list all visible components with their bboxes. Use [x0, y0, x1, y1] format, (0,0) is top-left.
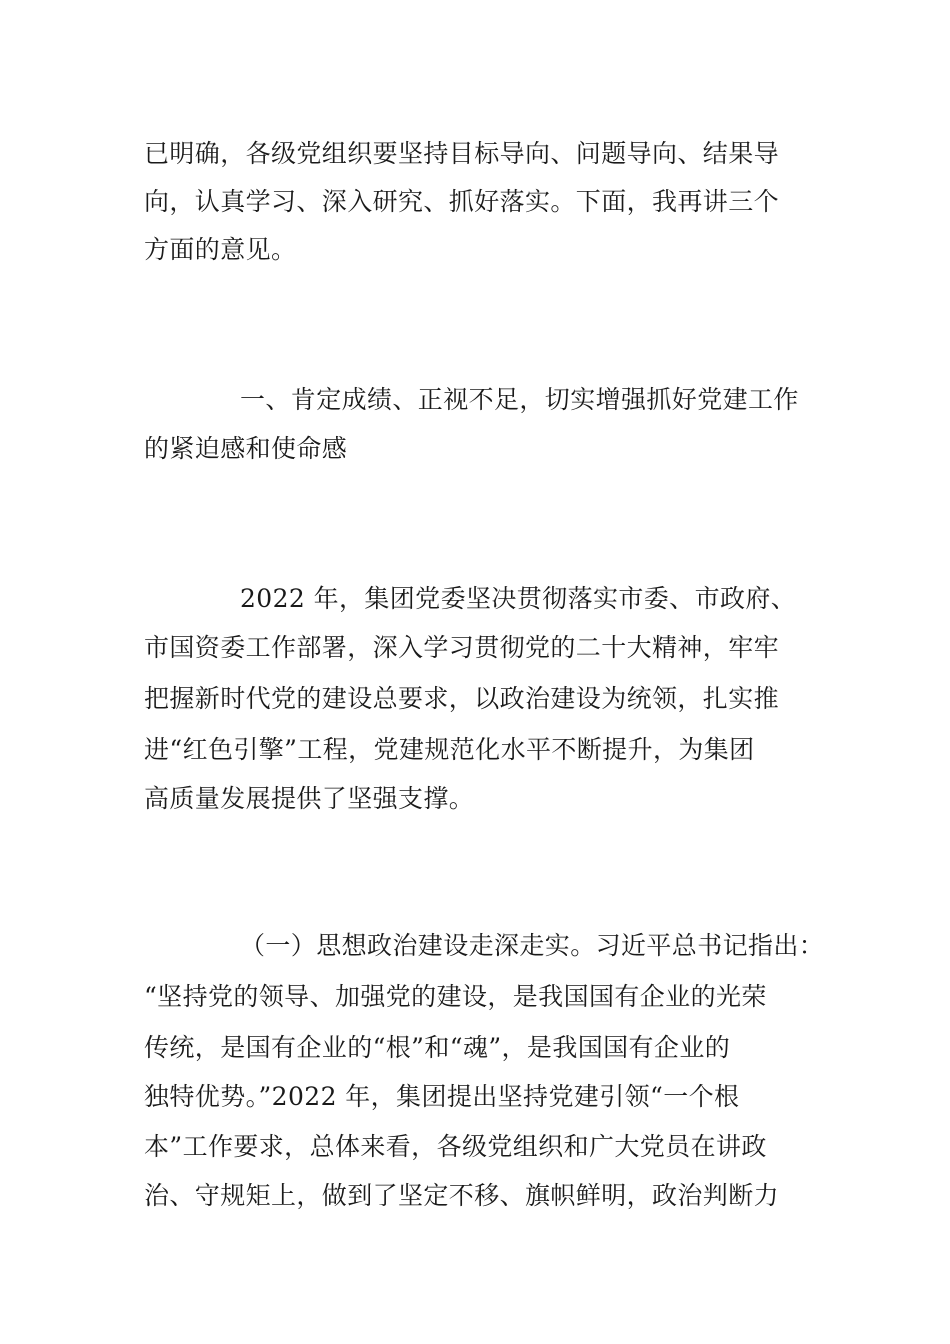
- text-line: （一）思想政治建设走深走实。习近平总书记指出：: [240, 931, 825, 960]
- heading-line: 的紧迫感和使命感: [144, 434, 348, 463]
- text-line: 方面的意见。: [144, 235, 297, 264]
- heading-line: 一、肯定成绩、正视不足，切实增强抓好党建工作: [240, 385, 799, 414]
- text-line: 把握新时代党的建设总要求，以政治建设为统领，扎实推: [144, 684, 780, 713]
- text-line: 传统，是国有企业的“根”和“魂”，是我国国有企业的: [144, 1033, 731, 1062]
- text-line: 进“红色引擎”工程，党建规范化水平不断提升，为集团: [144, 735, 755, 764]
- text-line: 高质量发展提供了坚强支撑。: [144, 784, 475, 813]
- text-line: 2022 年，集团党委坚决贯彻落实市委、市政府、: [240, 584, 797, 613]
- text-line: 向，认真学习、深入研究、抓好落实。下面，我再讲三个: [144, 187, 780, 216]
- text-line: 独特优势。”2022 年，集团提出坚持党建引领“一个根: [144, 1082, 740, 1111]
- text-line: 已明确，各级党组织要坚持目标导向、问题导向、结果导: [144, 139, 780, 168]
- text-line: 治、守规矩上，做到了坚定不移、旗帜鲜明，政治判断力: [144, 1181, 780, 1210]
- text-line: “坚持党的领导、加强党的建设，是我国国有企业的光荣: [144, 982, 767, 1011]
- text-line: 市国资委工作部署，深入学习贯彻党的二十大精神，牢牢: [144, 633, 780, 662]
- text-line: 本”工作要求，总体来看，各级党组织和广大党员在讲政: [144, 1132, 767, 1161]
